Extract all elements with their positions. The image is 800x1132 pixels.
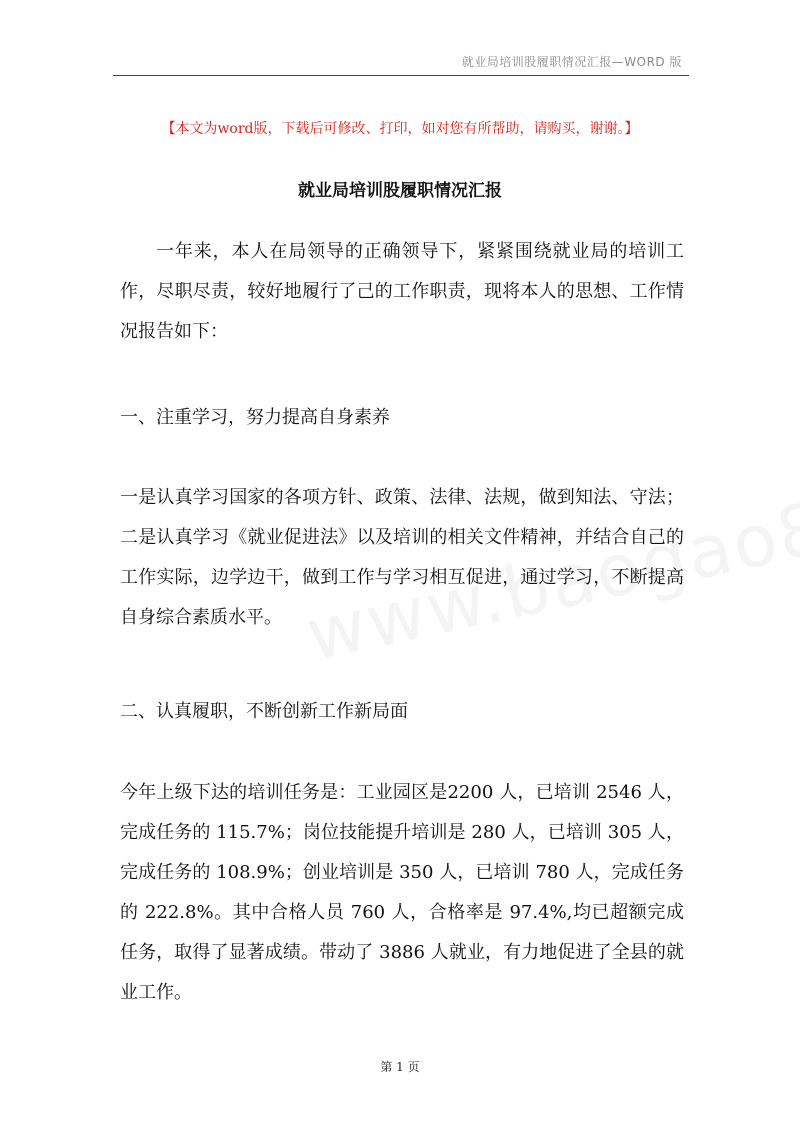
body-paragraph-1: 一是认真学习国家的各项方针、政策、法律、法规，做到知法、守法；二是认真学习《就业促进法》以及培训的相关文件精神，并结合自己的工作实际，边学边干，做到工作与学习相互促进，通过学习，不断提高自身综合素质水平。 bbox=[120, 487, 684, 628]
body-paragraph-2: 今年上级下达的培训任务是：工业园区是2200 人，已培训 2546 人，完成任务的 115.7%；岗位技能提升培训是 280 人，已培训 305 人，完成任务的 108.9%；创业培训是 350 人，已培训 780 人，完成任务的 222.8%。其中合格人员 760 人，合格率是 97.4%,均已超额完成任务，取得了显著成绩。带动了 3886 人就业，有力地促进了全县的就业工作。 bbox=[120, 782, 684, 1003]
running-header: 就业局培训股履职情况汇报—WORD 版 bbox=[461, 55, 682, 69]
header-divider bbox=[113, 75, 689, 76]
section-heading-1: 一、注重学习，努力提高自身素养 bbox=[120, 407, 390, 428]
intro-paragraph: 一年来，本人在局领导的正确领导下，紧紧围绕就业局的培训工作，尽职尽责，较好地履行了己的工作职责，现将本人的思想、工作情况报告如下： bbox=[120, 241, 684, 342]
section-heading-2: 二、认真履职，不断创新工作新局面 bbox=[120, 701, 408, 722]
purchase-notice: 【本文为word版，下载后可修改、打印，如对您有所帮助，请购买，谢谢。】 bbox=[161, 121, 639, 137]
document-title: 就业局培训股履职情况汇报 bbox=[298, 181, 502, 201]
page-number: 第 1 页 bbox=[380, 1060, 420, 1074]
